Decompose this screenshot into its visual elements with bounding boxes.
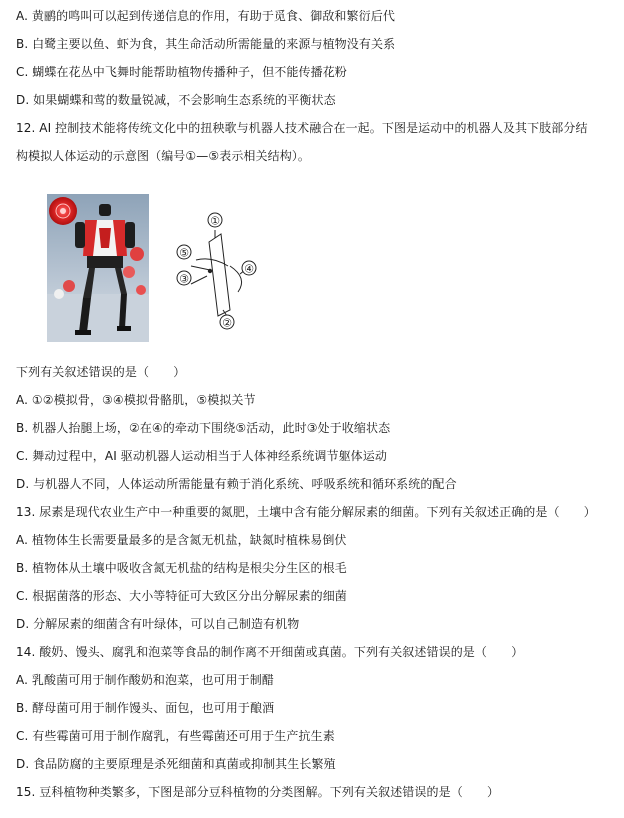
question-12-prompt: 下列有关叙述错误的是（ ） [16, 365, 186, 379]
option-12c: C. 舞动过程中，AI 驱动机器人运动相当于人体神经系统调节躯体运动 [16, 449, 387, 463]
option-13a: A. 植物体生长需要量最多的是含氮无机盐，缺氮时植株易倒伏 [16, 533, 347, 547]
option-13d: D. 分解尿素的细菌含有叶绿体，可以自己制造有机物 [16, 617, 300, 631]
label-5: ⑤ [179, 246, 189, 260]
robot-photo [47, 194, 149, 342]
option-14b: B. 酵母菌可用于制作馒头、面包，也可用于酿酒 [16, 701, 275, 715]
option-13b: B. 植物体从土壤中吸收含氮无机盐的结构是根尖分生区的根毛 [16, 561, 347, 575]
label-1: ① [210, 214, 220, 228]
line-1d: D. 如果蝴蝶和莺的数量锐减，不会影响生态系统的平衡状态 [16, 93, 336, 107]
option-14d: D. 食品防腐的主要原理是杀死细菌和真菌或抑制其生长繁殖 [16, 757, 336, 771]
line-1a: A. 黄鹂的鸣叫可以起到传递信息的作用，有助于觅食、御敌和繁衍后代 [16, 9, 395, 23]
label-2: ② [222, 316, 232, 330]
option-12a: A. ①②模拟骨，③④模拟骨骼肌，⑤模拟关节 [16, 393, 256, 407]
option-12d: D. 与机器人不同，人体运动所需能量有赖于消化系统、呼吸系统和循环系统的配合 [16, 477, 457, 491]
option-12b: B. 机器人抬腿上场，②在④的牵动下围绕⑤活动，此时③处于收缩状态 [16, 421, 391, 435]
option-14c: C. 有些霉菌可用于制作腐乳，有些霉菌还可用于生产抗生素 [16, 729, 335, 743]
option-13c: C. 根据菌落的形态、大小等特征可大致区分出分解尿素的细菌 [16, 589, 347, 603]
line-1c: C. 蝴蝶在花丛中飞舞时能帮助植物传播种子，但不能传播花粉 [16, 65, 347, 79]
label-4: ④ [244, 262, 254, 276]
question-12-stem-cont: 构模拟人体运动的示意图（编号①—⑤表示相关结构）。 [16, 149, 311, 163]
question-15-stem: 15. 豆科植物种类繁多，下图是部分豆科植物的分类图解。下列有关叙述错误的是（ ） [16, 785, 500, 799]
label-3: ③ [179, 272, 189, 286]
question-12-stem: 12. AI 控制技术能将传统文化中的扭秧歌与机器人技术融合在一起。下图是运动中的机器人及其下肢部分结 [16, 121, 588, 135]
leg-structure-diagram [168, 208, 264, 332]
line-1b: B. 白鹭主要以鱼、虾为食，其生命活动所需能量的来源与植物没有关系 [16, 37, 396, 51]
question-14-stem: 14. 酸奶、馒头、腐乳和泡菜等食品的制作离不开细菌或真菌。下列有关叙述错误的是（ ） [16, 645, 524, 659]
question-13-stem: 13. 尿素是现代农业生产中一种重要的氮肥，土壤中含有能分解尿素的细菌。下列有关叙述正确的是（ ） [16, 505, 596, 519]
option-14a: A. 乳酸菌可用于制作酸奶和泡菜，也可用于制醋 [16, 673, 274, 687]
